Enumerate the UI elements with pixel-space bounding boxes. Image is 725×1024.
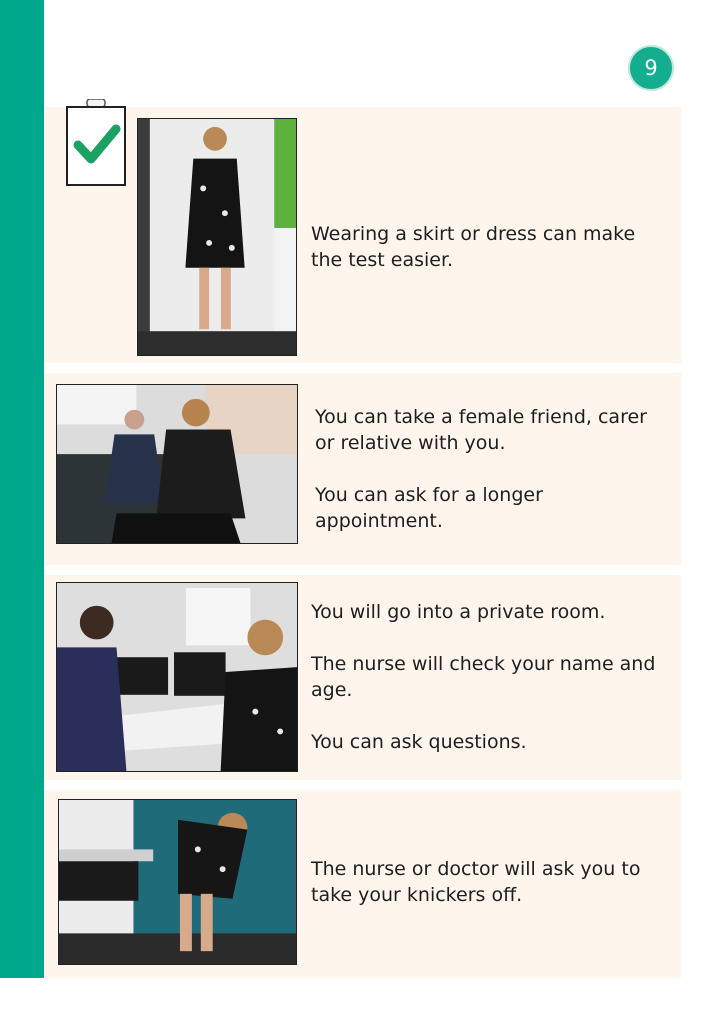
text-line: Wearing a skirt or dress can make [311, 223, 636, 245]
section-1-text [311, 221, 635, 273]
text-line: The nurse will check your name and [311, 653, 656, 675]
page-number-badge [628, 45, 674, 91]
section-2-text [315, 404, 647, 534]
section-3-text [311, 599, 655, 755]
photo-consultation-room [56, 582, 298, 772]
text-line: age. [311, 679, 353, 701]
text-line: or relative with you. [315, 432, 506, 454]
text-line: take your knickers off. [311, 884, 523, 906]
photo-standing-woman [137, 118, 297, 356]
photo-waiting-room [56, 384, 298, 544]
text-line: You can ask for a longer [315, 484, 543, 506]
side-accent-bar [0, 0, 44, 978]
page-number: 9 [644, 56, 658, 80]
check-clipboard-icon [66, 99, 126, 187]
text-line: appointment. [315, 510, 443, 532]
section-4-text [311, 856, 640, 908]
photo-clinic-room [58, 799, 297, 965]
text-line: You can ask questions. [311, 731, 527, 753]
text-line: You will go into a private room. [311, 601, 606, 623]
text-line: You can take a female friend, carer [315, 406, 647, 428]
text-line: The nurse or doctor will ask you to [311, 858, 641, 880]
text-line: the test easier. [311, 249, 454, 271]
